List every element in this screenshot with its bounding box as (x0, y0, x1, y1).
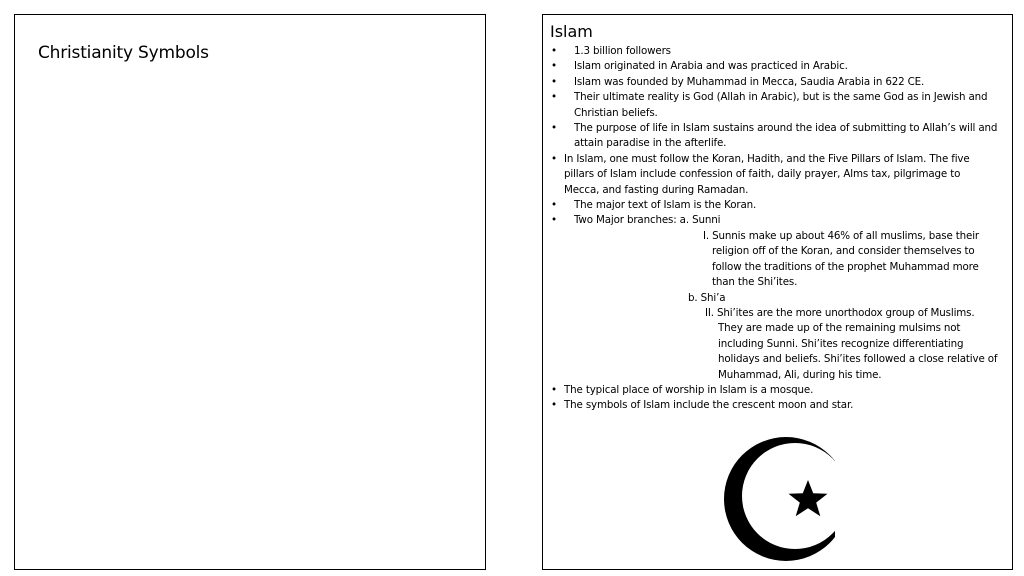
right-slide-panel (542, 14, 1013, 570)
bullet-icon: • (551, 152, 557, 165)
bullet-icon: • (551, 75, 557, 88)
bullet-text: The typical place of worship in Islam is a mosque. (564, 383, 814, 396)
left-slide-title: Christianity Symbols (38, 43, 209, 63)
bullet-text: 1.3 billion followers (574, 45, 671, 57)
crescent-and-star-icon (723, 433, 835, 565)
bullet-icon: • (551, 383, 557, 396)
bullet-text: The major text of Islam is the Koran. (574, 199, 757, 212)
bullet-text: The purpose of life in Islam sustains around the idea of submitting to Allah’s will and attain paradise in the afterlife. (574, 122, 998, 150)
bullet-text: Islam was founded by Muhammad in Mecca, Saudia Arabia in 622 CE. (574, 75, 925, 88)
bullet-icon: • (551, 214, 557, 227)
bullet-icon: • (551, 45, 557, 57)
list-item (543, 213, 1014, 228)
sunni-detail-text: I. Sunnis make up about 46% of all muslims, base their religion off of the Koran, and consider themselves to follow the traditions of the prophet Muhammad more than the Shi’ites. (703, 229, 980, 289)
list-item (543, 152, 1014, 198)
list-item (543, 44, 1014, 59)
list-item (543, 90, 1014, 121)
bullet-text: In Islam, one must follow the Koran, Hadith, and the Five Pillars of Islam. The five pillars of Islam include confession of faith, daily prayer, Alms tax, pilgrimage to Mecca, and fasting during Ramadan. (564, 152, 970, 196)
bullet-icon: • (551, 60, 557, 73)
shia-label: b. Shi’a (688, 291, 726, 304)
sunni-detail (703, 229, 1000, 291)
bullet-text: Two Major branches: a. Sunni (574, 214, 721, 227)
bullet-text: Their ultimate reality is God (Allah in Arabic), but is the same God as in Jewish and Christian beliefs. (574, 91, 988, 119)
bullet-text: The symbols of Islam include the crescent moon and star. (564, 399, 854, 412)
list-item (543, 383, 1014, 398)
bullet-text: Islam originated in Arabia and was practiced in Arabic. (574, 60, 848, 73)
bullet-icon: • (551, 399, 557, 412)
list-item (543, 198, 1014, 213)
right-slide-title: Islam (550, 22, 593, 41)
list-item (543, 121, 1014, 152)
bullet-icon: • (551, 91, 557, 104)
list-item (543, 398, 1014, 413)
list-item (543, 75, 1014, 90)
list-item (543, 59, 1014, 74)
left-slide-panel (14, 14, 486, 570)
bullet-icon: • (551, 199, 557, 212)
islam-bullet-list (543, 44, 1014, 414)
bullet-icon: • (551, 122, 557, 135)
shia-detail-text: II. Shi’ites are the more unorthodox group of Muslims. They are made up of the remaining mulsims not including Sunni. Shi’ites recognize differentiating holidays and beliefs. Shi’ites followed a close relative of Muhammad, Ali, during his time. (705, 306, 998, 381)
shia-detail (704, 306, 1000, 383)
